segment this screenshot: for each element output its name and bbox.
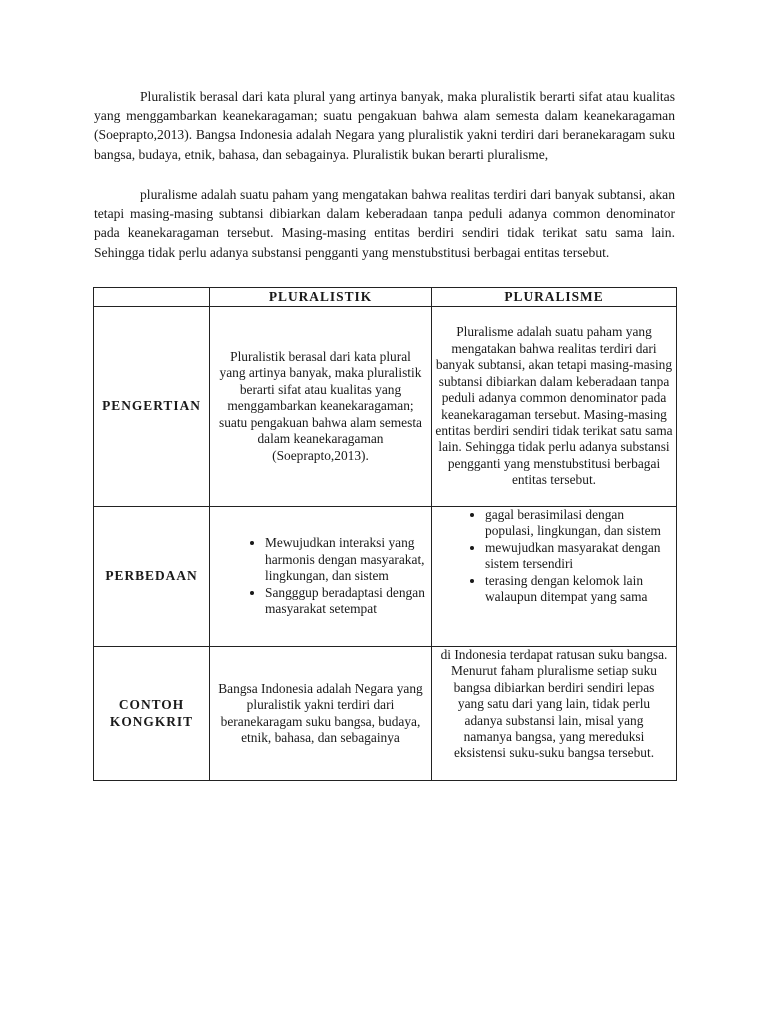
list-item: • gagal berasimilasi dengan populasi, lingkungan, dan sistem [485,507,673,540]
header-pluralistik: PLURALISTIK [210,288,432,307]
row-label-line: CONTOH [118,697,185,713]
row-label-line: KONGKRIT [109,713,194,729]
pengertian-pluralisme-cell: Pluralisme adalah suatu paham yang mengatakan bahwa realitas terdiri dari banyak subtansi, akan tetapi masing-masing subtansi dibiarkan dalam keberadaan tanpa peduli adanya common denominator pada keanekaragaman tersebut. Masing-masing entitas berdiri sendiri tidak terikat satu sama lain. Sehingga tidak perlu adanya substansi pengganti yang menstubstitusi berbagai entitas tersebut. [432,307,677,507]
intro-paragraph: Pluralistik berasal dari kata plural yang artinya banyak, maka pluralistik berarti sifat atau kualitas yang menggambarkan keanekaragaman; suatu pengakuan bahwa alam semesta dalam keanekaragaman (Soeprapto,2013). Bangsa Indonesia adalah Negara yang pluralistik yakni terdiri dari beranekaragam suku bangsa, budaya, etnik, bahasa, dan sebagainya. Pluralistik bukan berarti pluralisme, [94,89,675,162]
comparison-table [93,287,677,781]
pengertian-pluralistik-cell: Pluralistik berasal dari kata plural yang artinya banyak, maka pluralistik berarti sifat atau kualitas yang menggambarkan keanekaragaman; suatu pengakuan bahwa alam semesta dalam keanekaragaman (Soeprapto,2013). [210,307,432,507]
table-header-row [94,288,677,307]
list-item: • terasing dengan kelomok lain walaupun ditempat yang sama [485,573,673,606]
table-row [94,307,677,507]
list-item: • Mewujudkan interaksi yang harmonis dengan masyarakat, lingkungan, dan sistem [265,535,428,584]
pluralisme-difference-list [435,507,673,605]
pluralisme-paragraph: pluralisme adalah suatu paham yang mengatakan bahwa realitas terdiri dari banyak subtansi, akan tetapi masing-masing subtansi dibiarkan dalam keberadaan tanpa peduli adanya common denominator pada keanekaragaman tersebut. Masing-masing entitas berdiri sendiri tidak terikat satu sama lain. Sehingga tidak perlu adanya substansi pengganti yang menstubstitusi berbagai entitas tersebut. [94,187,675,260]
header-empty-cell [94,288,210,307]
perbedaan-pluralistik-cell [210,507,432,647]
contoh-pluralistik-cell: Bangsa Indonesia adalah Negara yang pluralistik yakni terdiri dari beranekaragam suku bangsa, budaya, etnik, bahasa, dan sebagainya [210,647,432,781]
row-label-perbedaan: PERBEDAAN [94,507,210,647]
list-item: • mewujudkan masyarakat dengan sistem tersendiri [485,540,673,573]
table-row [94,647,677,781]
table-row [94,507,677,647]
perbedaan-pluralisme-cell [432,507,677,647]
row-label-contoh-kongkrit [94,647,210,781]
pluralistik-difference-list [213,535,428,617]
contoh-pluralisme-cell: di Indonesia terdapat ratusan suku bangsa. Menurut faham pluralisme setiap suku bangsa dibiarkan berdiri sendiri lepas yang satu dari yang lain, tidak perlu adanya substansi lain, misal yang namanya bangsa, yang mereduksi eksistensi suku-suku bangsa tersebut. [432,647,677,781]
row-label-pengertian: PENGERTIAN [94,307,210,507]
list-item: • Sangggup beradaptasi dengan masyarakat setempat [265,585,428,618]
header-pluralisme: PLURALISME [432,288,677,307]
